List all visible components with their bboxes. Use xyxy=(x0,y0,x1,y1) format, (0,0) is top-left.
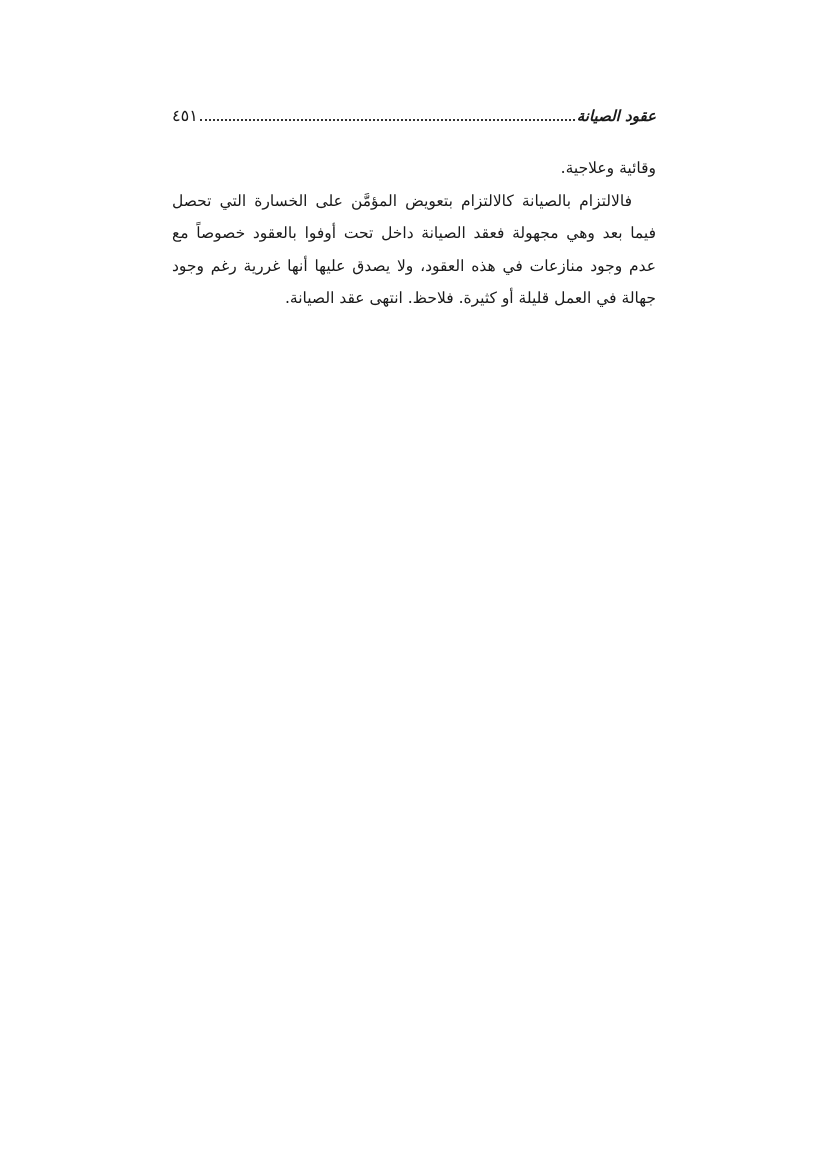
body-text xyxy=(172,152,656,315)
paragraph: فالالتزام بالصيانة كالالتزام بتعويض المؤمَّن على الخسارة التي تحصل فيما بعد وهي مجهولة فعقد الصيانة داخل تحت أوفوا بالعقود خصوصاً مع عدم وجود منازعات في هذه العقود، ولا يصدق عليها أنها غررية رغم وجود جهالة في العمل قليلة أو كثيرة. فلاحظ. انتهى عقد الصيانة. xyxy=(172,191,656,307)
paragraph-continuation: وقائية وعلاجية. xyxy=(560,159,656,177)
running-title: عقود الصيانة xyxy=(576,107,656,125)
dot-leader xyxy=(200,118,575,121)
page-header xyxy=(172,100,656,124)
page-number: ٤٥١ xyxy=(172,106,198,125)
